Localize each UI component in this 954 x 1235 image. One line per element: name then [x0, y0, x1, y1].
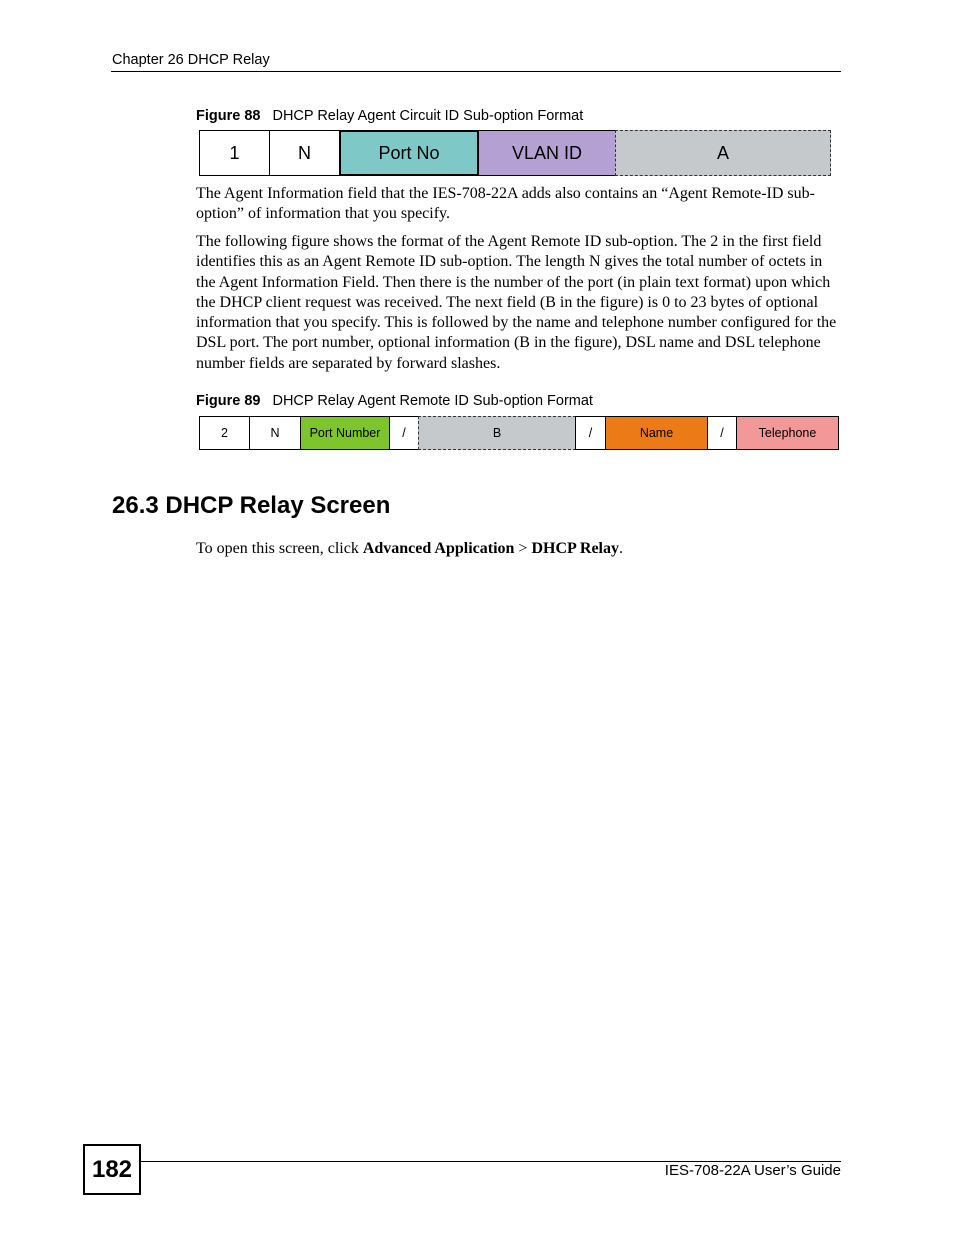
figure-88-caption — [196, 108, 583, 124]
field-port-no: Port No — [339, 130, 479, 176]
field-length-n: N — [249, 416, 301, 450]
section-heading: 26.3 DHCP Relay Screen — [112, 492, 391, 519]
running-header: Chapter 26 DHCP Relay — [112, 52, 270, 68]
figure-88-title: DHCP Relay Agent Circuit ID Sub-option Format — [272, 108, 584, 124]
page-number: 182 — [83, 1144, 141, 1195]
field-type-1: 1 — [199, 130, 270, 176]
instruction-paragraph — [196, 539, 844, 559]
header-rule — [111, 71, 841, 72]
field-separator-slash: / — [389, 416, 419, 450]
menu-separator: > — [514, 540, 532, 557]
figure-89-title: DHCP Relay Agent Remote ID Sub-option Format — [272, 393, 593, 409]
field-port-number: Port Number — [300, 416, 390, 450]
field-length-n: N — [269, 130, 340, 176]
figure-89-caption — [196, 393, 593, 409]
field-a: A — [615, 130, 831, 176]
paragraph-remote-id-format: The following figure shows the format of the Agent Remote ID sub-option. The 2 in the first field identifies this as an Agent Remote ID sub-option. The length N gives the total number of octets in the Agent Information Field. Then there is the number of the port (in plain text format) upon which the DHCP client request was received. The next field (B in the figure) is 0 to 23 bytes of optional information that you specify. This is followed by the name and telephone number configured for the DSL port. The port number, optional information (B in the figure), DSL name and DSL telephone number fields are separated by forward slashes. — [196, 233, 837, 372]
field-separator-slash: / — [575, 416, 606, 450]
field-name: Name — [605, 416, 708, 450]
field-type-2: 2 — [199, 416, 250, 450]
menu-dhcp-relay: DHCP Relay — [531, 540, 619, 557]
menu-advanced-application: Advanced Application — [362, 540, 515, 557]
figure-88-label: Figure 88 — [196, 108, 261, 124]
figure-89-label: Figure 89 — [196, 393, 261, 409]
field-b: B — [418, 416, 576, 450]
guide-title: IES-708-22A User’s Guide — [664, 1162, 841, 1179]
field-separator-slash: / — [707, 416, 737, 450]
instruction-suffix: . — [619, 540, 623, 557]
paragraph-remote-id-intro: The Agent Information field that the IES-708-22A adds also contains an “Agent Remote-ID sub-option” of information that you specify. — [196, 185, 815, 223]
instruction-prefix: To open this screen, click — [196, 540, 363, 557]
field-vlan-id: VLAN ID — [478, 130, 616, 176]
field-telephone: Telephone — [736, 416, 839, 450]
